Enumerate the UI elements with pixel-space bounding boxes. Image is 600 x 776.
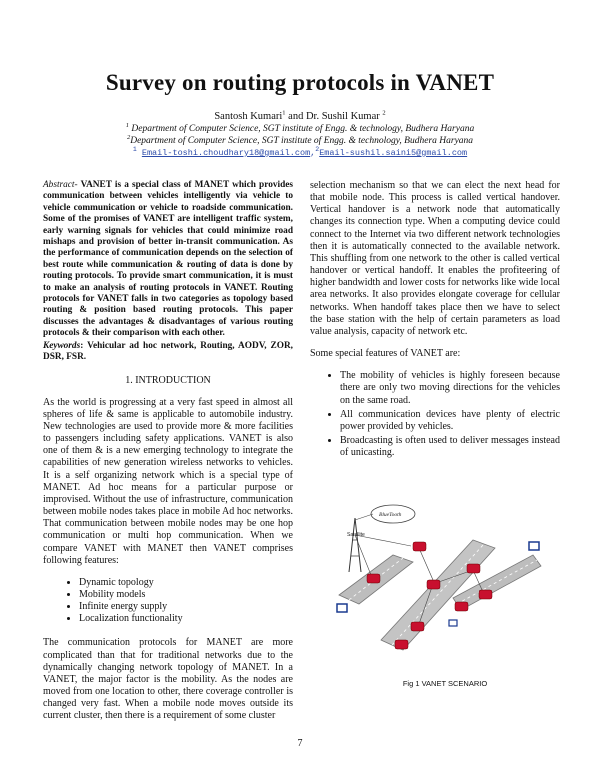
vanet-features-list (43, 577, 293, 626)
right-paragraph-2: Some special features of VANET are: (310, 348, 461, 360)
abstract (43, 180, 293, 340)
list-item: • All communication devices have plenty of electric power provided by vehicles. (340, 409, 560, 433)
affiliation-1 (0, 121, 600, 134)
email-1-sup: 1 (132, 146, 137, 154)
link-line (355, 535, 373, 580)
roads (339, 540, 541, 650)
vehicle-car (367, 574, 380, 583)
vehicle-car (455, 602, 468, 611)
vehicle-car (479, 590, 492, 599)
email-line (0, 148, 600, 158)
special-features-list (310, 370, 560, 459)
email-separator: , (310, 148, 316, 158)
page-number: 7 (297, 738, 303, 749)
affiliation-2-num: 2 (126, 133, 131, 141)
tower-label: Satellite (347, 532, 365, 538)
tower-leg (355, 518, 361, 572)
author-1-sup: 1 (282, 109, 286, 117)
vehicle-car (467, 564, 480, 573)
list-item: • Dynamic topology (79, 577, 293, 589)
keywords-label: Keywords (43, 340, 81, 351)
paper-title: Survey on routing protocols in VANET (105, 70, 495, 95)
vehicle-car (411, 622, 424, 631)
list-item: • Mobility models (79, 589, 293, 601)
link-line (419, 548, 433, 580)
right-column (310, 180, 560, 461)
author-2: Dr. Sushil Kumar (305, 111, 380, 122)
road-sign (529, 542, 539, 550)
author-joiner: and (285, 111, 306, 122)
email-2-sup: 2 (315, 146, 320, 154)
abstract-lead: Abstract- (43, 180, 78, 190)
vehicle-car (427, 580, 440, 589)
vehicle-car (413, 542, 426, 551)
intro-paragraph-1: As the world is progressing at a very fast speed in almost all spheres of life & same is applicable to automobile industry. New technologies are used to provide more & more facilities to passengers including safety applications. VANET is also one of them & is a new emerging technology to integrate the capabilities of new generation wireless networks to vehicles. It is a self organizing network which is a special type of MANET. Ad hoc means for a particular purpose or improvised. Without the use of infrastructure, communication between mobile nodes takes place in mobile Ad hoc networks. That communication between mobile nodes may be one hop communication or multi hop communication. When we compare VANET with MANET then VANET comprises following features: (43, 396, 293, 566)
keywords (43, 341, 293, 364)
figure-caption: Fig 1 VANET SCENARIO (402, 679, 488, 688)
road-sign (449, 620, 457, 626)
cloud-label: BlueTooth (379, 512, 402, 518)
abstract-text: VANET is a special class of MANET which provides communication between vehicles intelligently via vehicle to vehicle communication or vehicle to roadside communication. Some of the promises of VANET are intelligent traffic system, early warning signals for vehicles that could minimize road mishaps and provision of better in-transit communication. As the performance of communication depends on the selection of best route while communication & routing of data is done by routing protocols. To provide smart communication, it is must to make an analysis of routing protocols in VANET. Routing protocols for VANET falls in two categories as topology based routing & position based routing protocols. This paper discusses the advantages & disadvantages of various routing protocols & their comparison with each other. (43, 180, 293, 339)
email-1-link[interactable]: Email-toshi.choudhary18@gmail.com (141, 148, 311, 158)
vanet-scenario-figure (333, 500, 543, 670)
author-line (0, 111, 600, 122)
link-line (355, 514, 373, 520)
email-2-link[interactable]: Email-sushil.saini5@gmail.com (319, 148, 468, 158)
author-1: Santosh Kumari (214, 111, 283, 122)
tower-leg (349, 518, 355, 572)
cell-tower (347, 518, 365, 572)
affiliation-2 (0, 133, 600, 146)
affiliation-1-text: Department of Computer Science, SGT institute of Engg. & technology, Budhera Haryana (131, 124, 475, 134)
vehicle-car (395, 640, 408, 649)
affiliation-1-num: 1 (125, 121, 130, 129)
left-column (43, 180, 293, 723)
section-heading-introduction: 1. INTRODUCTION (125, 374, 211, 386)
link-line (355, 535, 411, 546)
list-item: • Broadcasting is often used to deliver messages instead of unicasting. (340, 435, 560, 459)
intro-paragraph-2: The communication protocols for MANET are more complicated than that for traditional networks due to the dynamically changing network topology of MANET. In a VANET, the major factor is the mobility. As the nodes are moved from one location to other, there coverage controller is changed very fast. When a mobile node moves outside its current cluster, then there is a requirement of some cluster (43, 637, 293, 722)
list-item: • The mobility of vehicles is highly foreseen because there are only two moving directions for the vehicles on the same road. (340, 370, 560, 406)
keywords-text: : Vehicular ad hoc network, Routing, AODV, ZOR, DSR, FSR. (43, 340, 293, 363)
right-paragraph-1: selection mechanism so that we can elect the next head for that mobile node. This process is called vertical handover. Vertical handover is a network node that automatically changes its connection type. When a computing device could connect to the Internet via two different network technologies then it is automatically connected to the available network. This shuffling from one network to the other is called vertical handover or vertical handoff. It enables the profiteering of higher bandwidth and lower costs for networks like wide local area networks. It also provides elongate coverage for cellular networks. When handoff takes place then we have to select the base station with the help of certain parameters as load value analysis, capacity of network etc. (310, 180, 560, 337)
author-2-sup: 2 (382, 109, 386, 117)
list-item: • Localization functionality (79, 613, 293, 625)
list-item: • Infinite energy supply (79, 601, 293, 613)
road-sign (337, 604, 347, 612)
affiliation-2-text: Department of Computer Science, SGT institute of Engg. & technology, Budhera Haryana (130, 136, 474, 146)
cloud (371, 505, 415, 523)
